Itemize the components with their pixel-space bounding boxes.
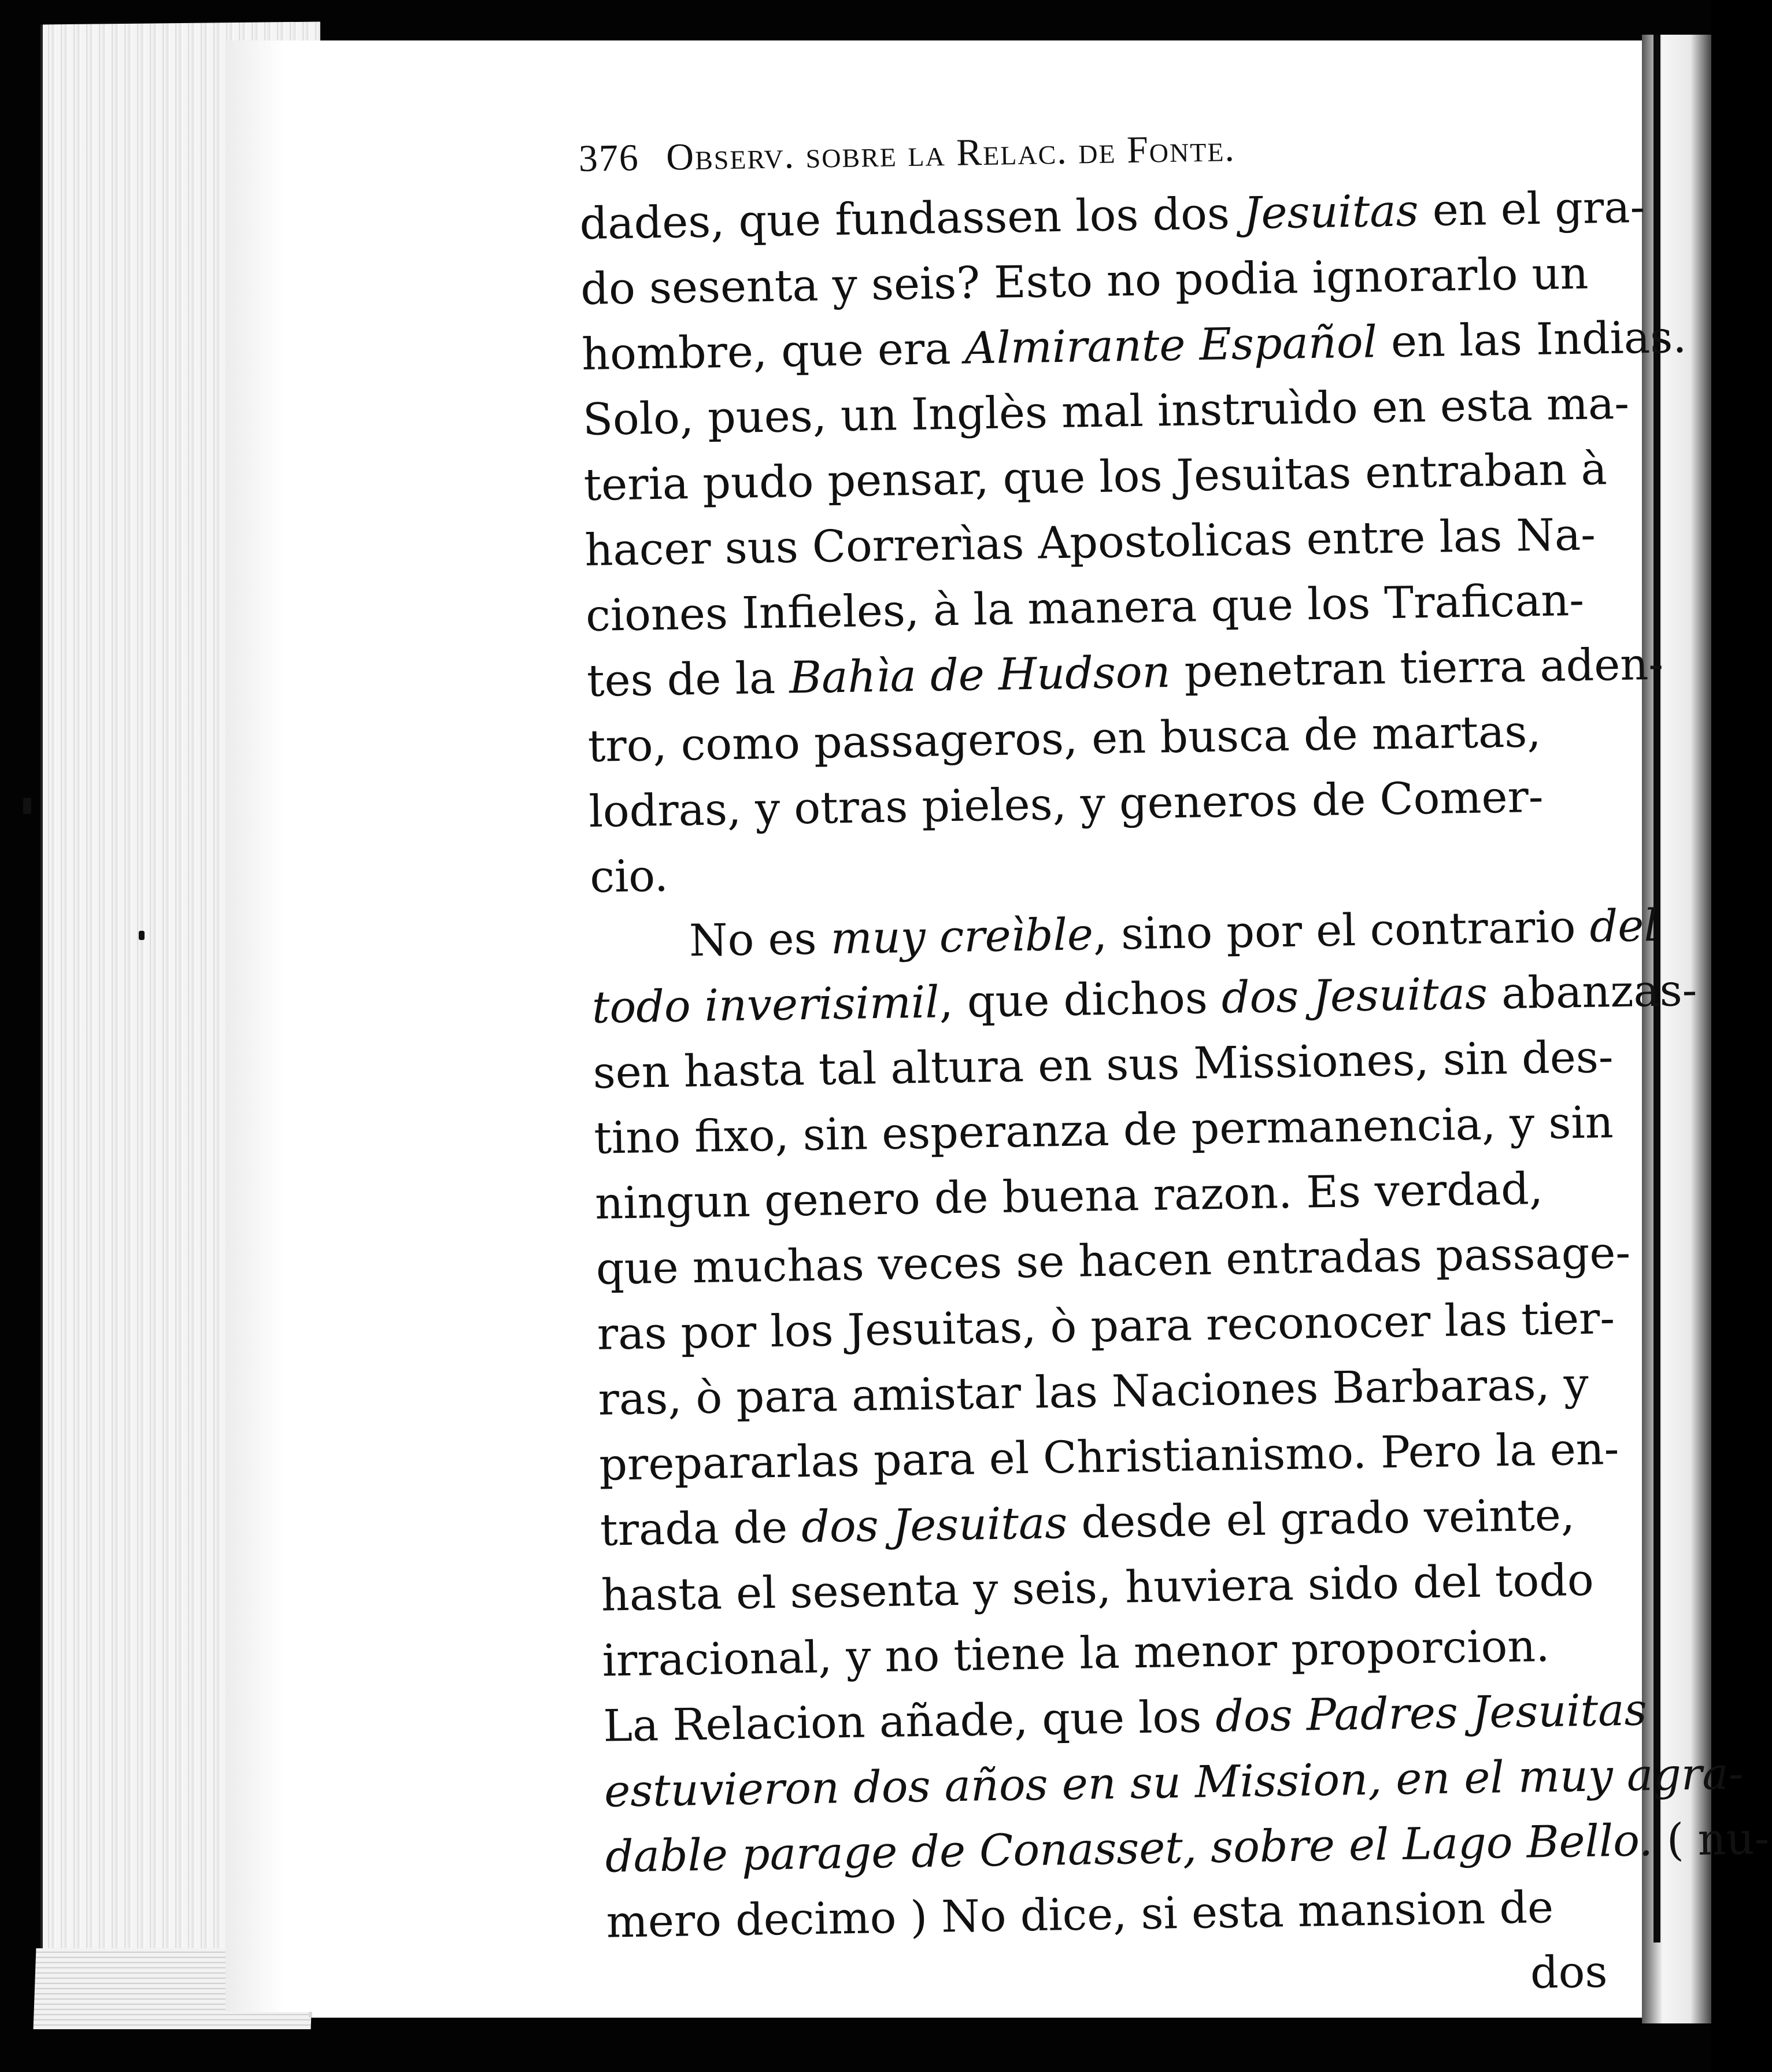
page-text bbox=[578, 112, 1770, 2020]
text-line: hombre, que era Almirante Español en las Indias. bbox=[581, 310, 1687, 380]
text-line: lodras, y otras pieles, y generos de Comer- bbox=[588, 770, 1544, 837]
gutter-shadow bbox=[225, 40, 324, 2012]
running-title: Observ. sobre la Relac. de Fonte. bbox=[665, 127, 1236, 179]
text-line: dable parage de Conasset, sobre el Lago Bello. ( nu- bbox=[605, 1812, 1770, 1882]
text-line: tes de la Bahìa de Hudson penetran tierra aden- bbox=[586, 638, 1664, 706]
text-line: hasta el sesenta y seis, huviera sido del todo bbox=[601, 1553, 1595, 1621]
catchword: dos bbox=[1530, 1945, 1608, 1999]
text-line: mero decimo ) No dice, si esta mansion de bbox=[606, 1881, 1554, 1948]
text-line: ciones Infieles, à la manera que los Trafican- bbox=[585, 574, 1585, 641]
text-line: Solo, pues, un Inglès mal instruìdo en esta ma- bbox=[582, 377, 1630, 445]
text-line: tino fixo, sin esperanza de permanencia, y sin bbox=[593, 1096, 1614, 1164]
text-line: teria pudo pensar, que los Jesuitas entraban à bbox=[583, 443, 1608, 510]
text-line: que muchas veces se hacen entradas passage- bbox=[595, 1226, 1631, 1294]
text-line: todo inverisimil, que dichos dos Jesuitas abanzas- bbox=[591, 964, 1698, 1033]
text-line: prepararlas para el Christianismo. Pero la en- bbox=[598, 1423, 1619, 1490]
ink-speck bbox=[139, 931, 145, 940]
text-line: cio. bbox=[589, 849, 669, 902]
text-line: ras, ò para amistar las Naciones Barbaras, y bbox=[597, 1357, 1589, 1425]
text-line: hacer sus Correrìas Apostolicas entre las Na- bbox=[584, 508, 1596, 576]
text-line: trada de dos Jesuitas desde el grado veinte, bbox=[600, 1489, 1575, 1556]
text-line: tro, como passageros, en busca de martas, bbox=[587, 705, 1542, 772]
text-line: do sesenta y seis? Esto no podia ignorarlo un bbox=[580, 247, 1589, 314]
text-line: irracional, y no tiene la menor proporcion. bbox=[601, 1619, 1551, 1686]
text-line: La Relacion añade, que los dos Padres Jesuitas bbox=[602, 1684, 1648, 1752]
page-number: 376 bbox=[578, 136, 640, 180]
text-line: ras por los Jesuitas, ò para reconocer las tier- bbox=[597, 1292, 1615, 1360]
ink-speck bbox=[23, 798, 31, 814]
text-line: estuvieron dos años en su Mission, en el muy agra- bbox=[604, 1747, 1744, 1817]
text-line: ningun genero de buena razon. Es verdad, bbox=[594, 1163, 1544, 1229]
text-line: sen hasta tal altura en sus Missiones, sin des- bbox=[592, 1031, 1614, 1098]
text-line: dades, que fundassen los dos Jesuitas en el gra- bbox=[579, 181, 1645, 249]
text-line: No es muy creìble, sino por el contrario del bbox=[689, 899, 1659, 967]
